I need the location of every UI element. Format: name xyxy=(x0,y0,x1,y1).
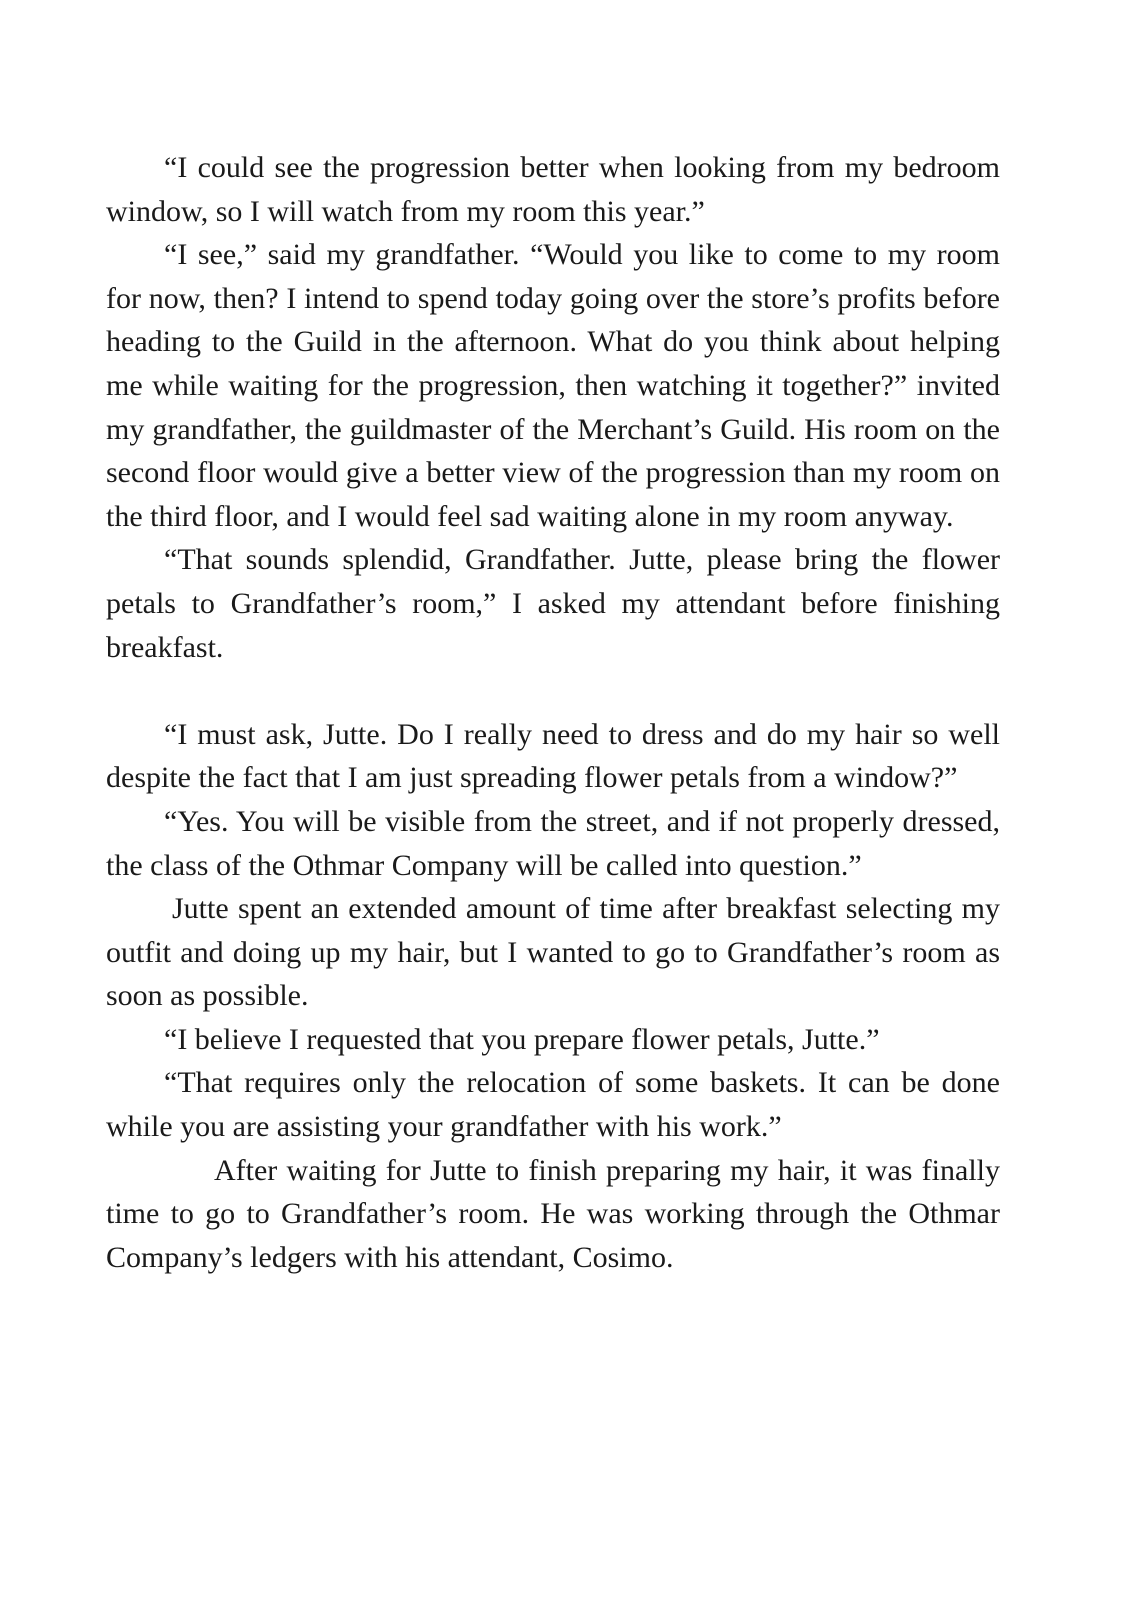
paragraph: “I believe I requested that you prepare flower petals, Jutte.” xyxy=(164,1022,880,1056)
book-page xyxy=(106,146,1000,1279)
paragraph: “I see,” said my grandfather. “Would you like to come to my room for now, then? I intend to spend today going over the store’s profits before heading to the Guild in the afternoon. What do you think about helping me while waiting for the progression, then watching it together?” invited my grandfather, the guildmaster of the Merchant’s Guild. His room on the second floor would give a better view of the progression than my room on the third floor, and I would feel sad waiting alone in my room anyway. xyxy=(106,238,1000,533)
paragraph: “That sounds splendid, Grandfather. Jutte, please bring the flower petals to Grandfather’s room,” I asked my attendant before finishing breakfast. xyxy=(106,543,1000,664)
paragraph: “I must ask, Jutte. Do I really need to dress and do my hair so well despite the fact that I am just spreading flower petals from a window?” xyxy=(106,717,1000,795)
paragraph: “I could see the progression better when looking from my bedroom window, so I will watch from my room this year.” xyxy=(106,151,1000,228)
paragraph: “Yes. You will be visible from the street, and if not properly dressed, the class of the Othmar Company will be called into question.” xyxy=(106,804,1000,882)
paragraph: “That requires only the relocation of some baskets. It can be done while you are assisting your grandfather with his work.” xyxy=(106,1066,1000,1144)
scene-break xyxy=(106,669,1000,713)
paragraph: After waiting for Jutte to finish preparing my hair, it was finally time to go to Grandfather’s room. He was working through the Othmar Company’s ledgers with his attendant, Cosimo. xyxy=(106,1153,1000,1274)
paragraph: Jutte spent an extended amount of time after breakfast selecting my outfit and doing up my hair, but I wanted to go to Grandfather’s room as soon as possible. xyxy=(106,892,1000,1013)
